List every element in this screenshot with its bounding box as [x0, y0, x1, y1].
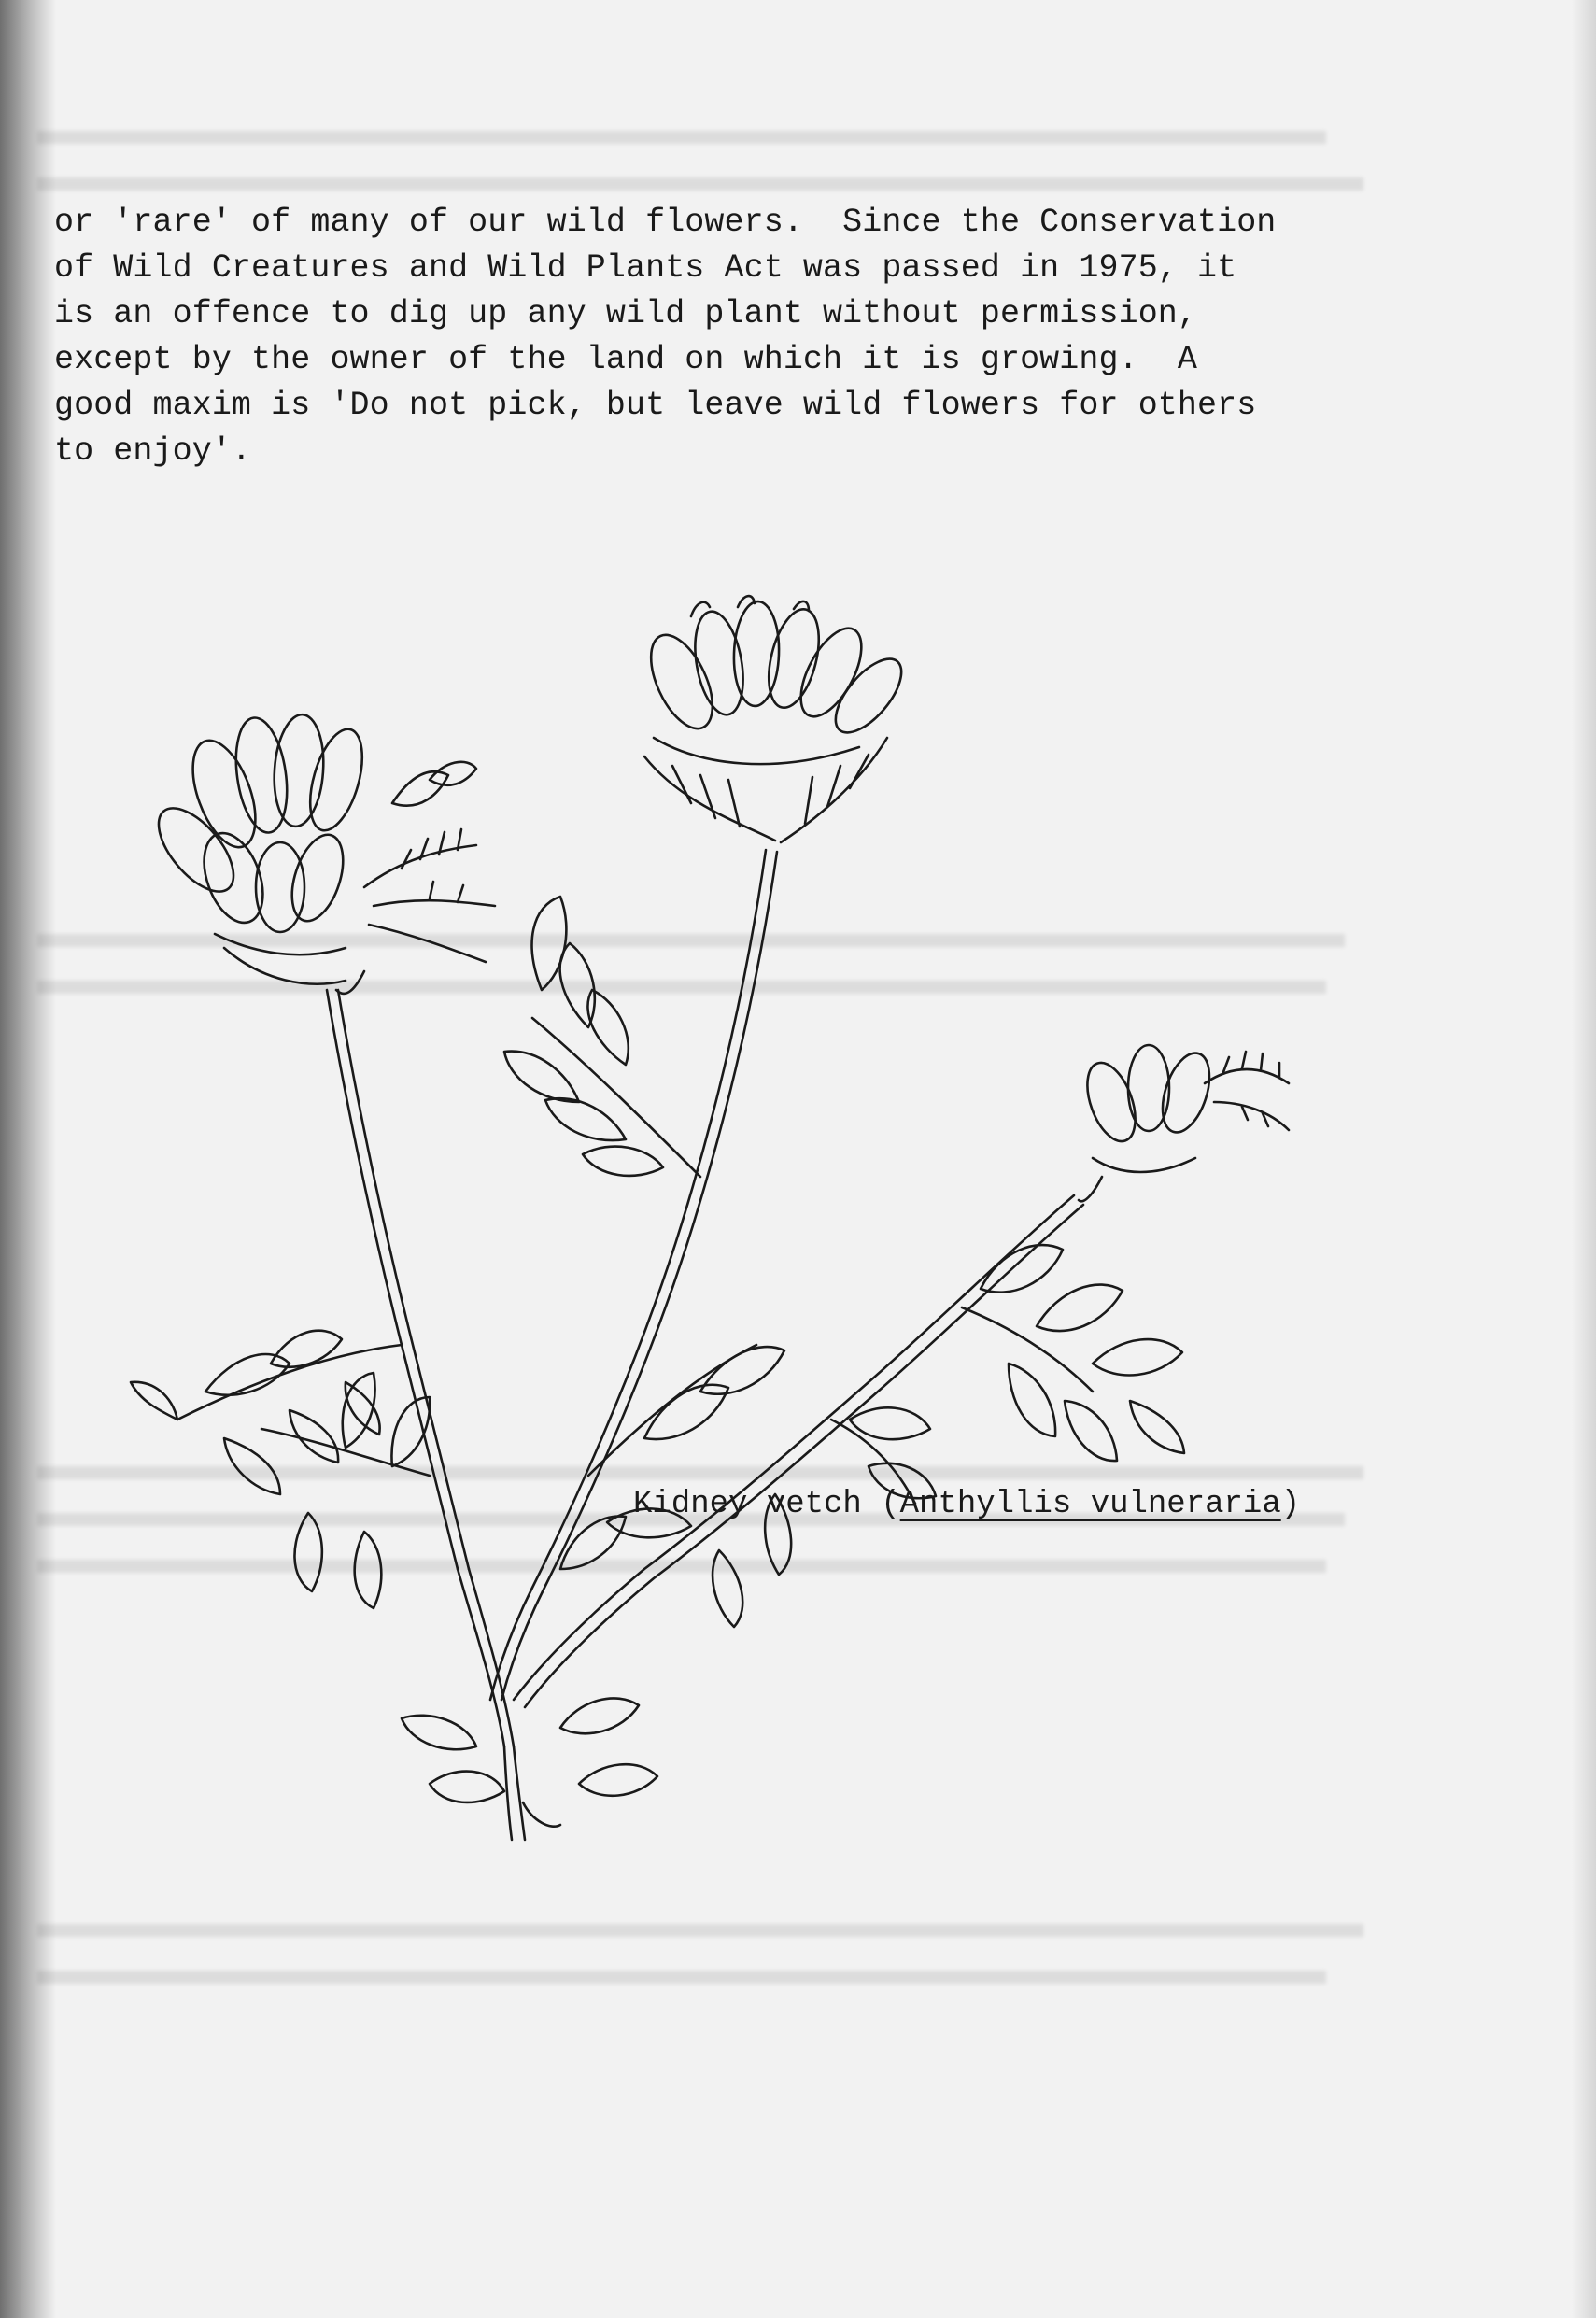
caption-prefix: Kidney vetch (: [633, 1487, 900, 1522]
caption-latin-name: Anthyllis vulneraria: [899, 1487, 1281, 1522]
leaves: [131, 897, 1184, 1827]
caption-suffix: ): [1280, 1487, 1301, 1522]
right-flower-head: [1078, 1045, 1289, 1201]
body-line: to enjoy'.: [54, 432, 252, 470]
figure-caption: [633, 1486, 1300, 1523]
scan-edge-shadow-right: [1572, 0, 1596, 2318]
top-flower-head: [639, 596, 913, 842]
body-paragraph: [54, 200, 1511, 474]
body-line: except by the owner of the land on which it is growing. A: [54, 341, 1197, 378]
body-line: is an offence to dig up any wild plant without permission,: [54, 295, 1197, 332]
left-flower-head: [145, 713, 495, 994]
body-line: good maxim is 'Do not pick, but leave wild flowers for others: [54, 387, 1257, 424]
kidney-vetch-illustration: [121, 579, 1335, 1877]
body-line: of Wild Creatures and Wild Plants Act was passed in 1975, it: [54, 249, 1237, 287]
stem-lines: [327, 850, 1083, 1840]
body-line: or 'rare' of many of our wild flowers. Since the Conservation: [54, 204, 1277, 241]
